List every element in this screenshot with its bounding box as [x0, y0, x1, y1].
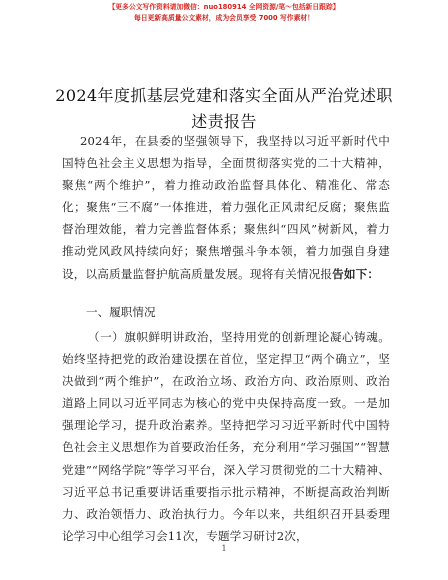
page-number: 1 [221, 544, 227, 553]
banner-line-1: 【更多公文写作资料请加微信：nuo180914 全网资源/笔～包括新日跟踪】 [108, 3, 340, 11]
intro-paragraph [62, 130, 390, 285]
banner-line-2: 每日更新高质量公文素材，成为会员享受 7000 写作素材！ [134, 14, 314, 22]
subsection-heading: （一）旗帜鲜明讲政治，坚持用党的创新理论凝心铸魂。 [88, 330, 390, 344]
subsection-paragraph [62, 326, 390, 547]
section-heading: 一、履职情况 [86, 305, 156, 319]
intro-text: 2024年，在县委的坚强领导下，我坚持以习近平新时代中国特色社会主义思想为指导，全面贯彻落实党的二十大精神，聚焦“两个维护”，着力推动政治监督具体化、精准化、常态化；聚焦“三不腐”一体推进，着力强化正风肃纪反腐；聚焦监督治理效能，着力完善监督体系；聚焦纠“四风”树新风，着力推动党风政风持续向好；聚焦增强斗争本领，着力加强自身建设，以高质量监督护航高质量发展。现将有关情况报 [62, 134, 390, 281]
intro-bold-tail: 告如下： [332, 266, 380, 281]
document-title: 2024年度抓基层党建和落实全面从严治党述职述责报告 [55, 86, 393, 131]
subsection-body: 始终坚持把党的政治建设摆在首位，坚定捍卫“两个确立”，坚决做到“两个维护”，在政治立场、政治方向、政治原则、政治道路上同以习近平同志为核心的党中央保持高度一致。一是加强理论学习，提升政治素养。坚持把学习习近平新时代中国特色社会主义思想作为首要政治任务，充分利用“学习强国”“智慧党建”“网络学院”等学习平台，深入学习贯彻党的二十大精神、习近平总书记重要讲话重要指示批示精神，不断提高政治判断力、政治领悟力、政治执行力。今年以来，共组织召开县委理论学习中心组学习会11次，专题学习研讨2次， [62, 352, 390, 543]
promo-banner [0, 2, 448, 24]
